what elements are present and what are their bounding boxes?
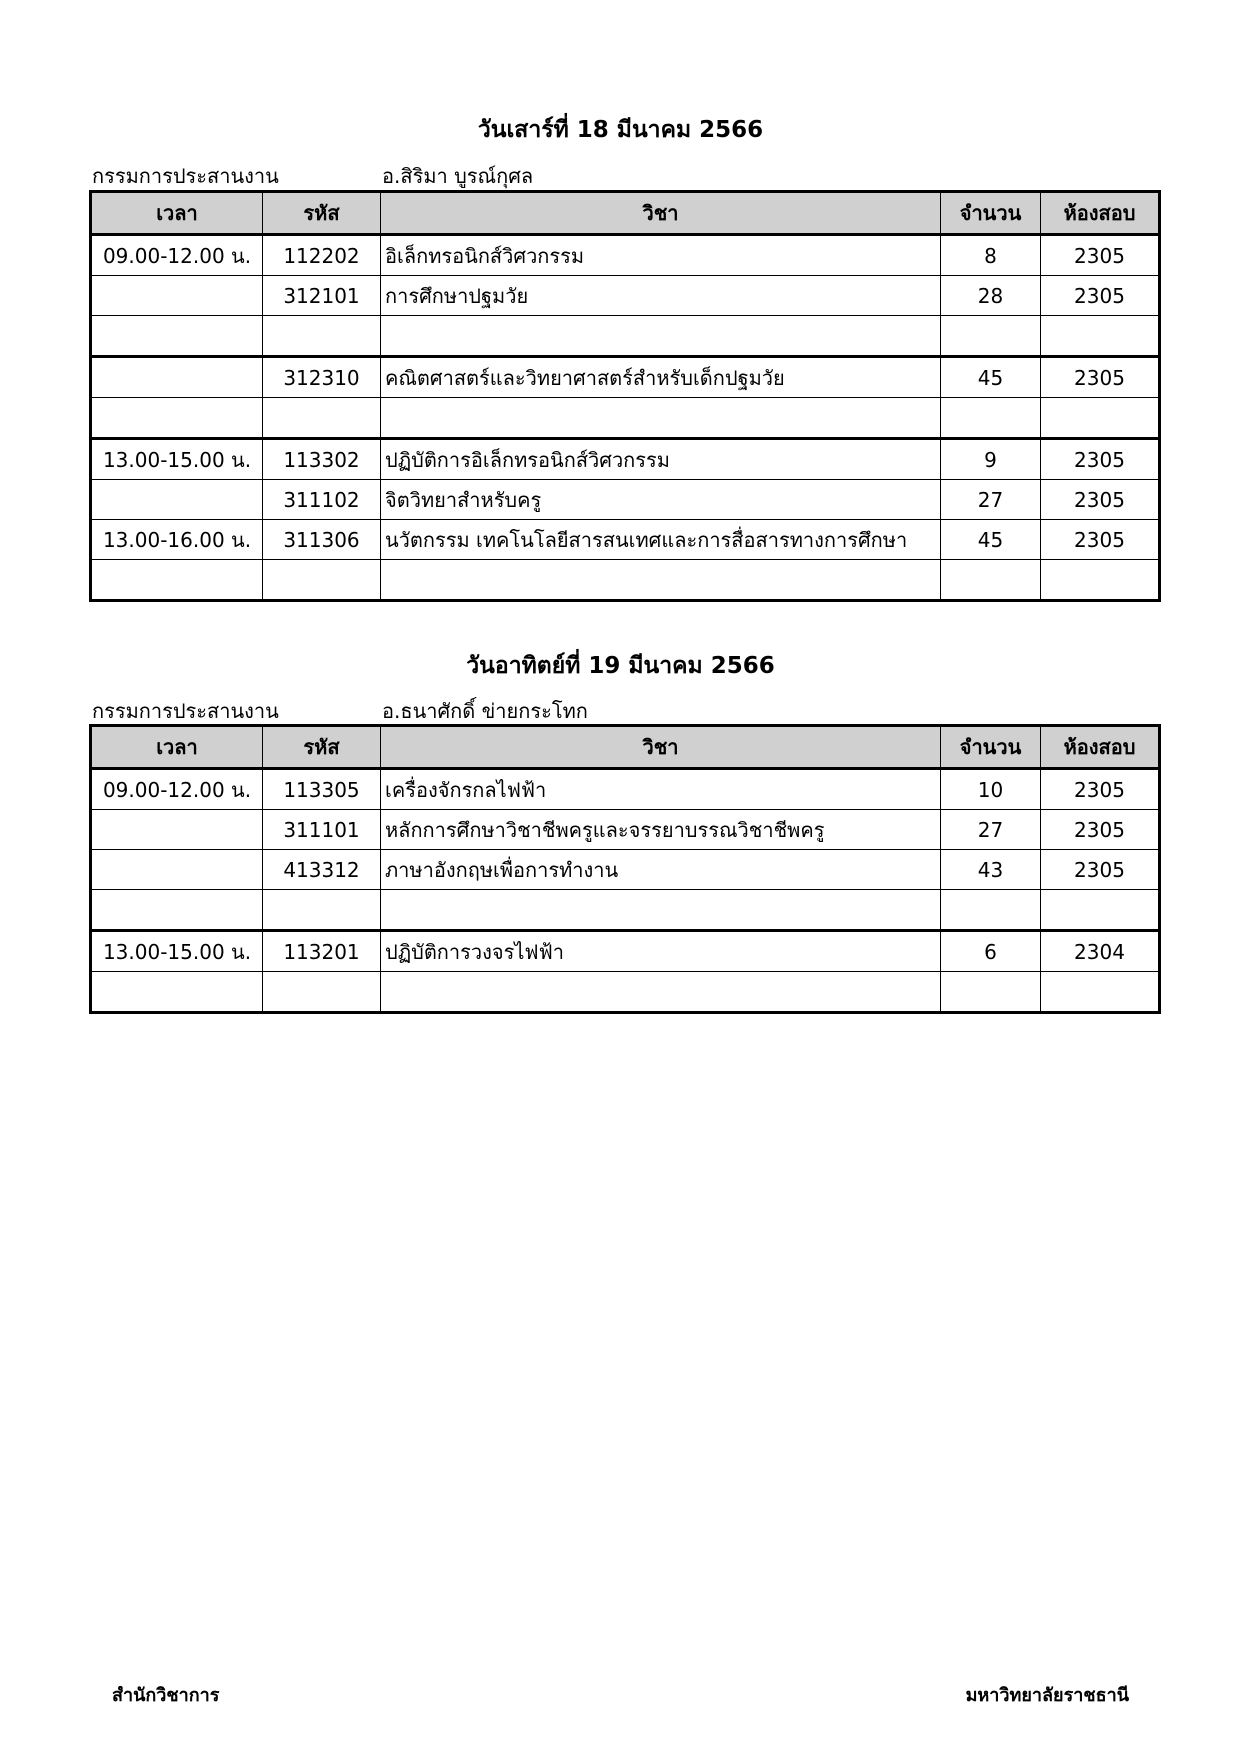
table-row xyxy=(91,972,1160,1013)
cell-time xyxy=(91,810,263,850)
cell-subject: เครื่องจักรกลไฟฟ้า xyxy=(381,769,941,810)
header-count: จำนวน xyxy=(941,192,1041,235)
header-room: ห้องสอบ xyxy=(1041,726,1160,769)
cell-room xyxy=(1041,398,1160,439)
cell-code: 113201 xyxy=(263,931,381,972)
cell-time xyxy=(91,316,263,357)
table-header-row xyxy=(91,726,1160,769)
cell-subject: คณิตศาสตร์และวิทยาศาสตร์สำหรับเด็กปฐมวัย xyxy=(381,357,941,398)
cell-time xyxy=(91,890,263,931)
cell-subject: นวัตกรรม เทคโนโลยีสารสนเทศและการสื่อสารทางการศึกษา xyxy=(381,520,941,560)
cell-room xyxy=(1041,316,1160,357)
cell-time: 13.00-15.00 น. xyxy=(91,931,263,972)
header-code: รหัส xyxy=(263,726,381,769)
cell-room: 2305 xyxy=(1041,769,1160,810)
cell-time xyxy=(91,357,263,398)
day-title: วันอาทิตย์ที่ 19 มีนาคม 2566 xyxy=(466,653,775,679)
header-code: รหัส xyxy=(263,192,381,235)
cell-subject: จิตวิทยาสำหรับครู xyxy=(381,480,941,520)
cell-room: 2305 xyxy=(1041,235,1160,276)
table-row xyxy=(91,276,1160,316)
schedule-table xyxy=(89,724,1161,1014)
cell-room xyxy=(1041,890,1160,931)
table-row xyxy=(91,520,1160,560)
cell-subject: หลักการศึกษาวิชาชีพครูและจรรยาบรรณวิชาชีพครู xyxy=(381,810,941,850)
header-subject: วิชา xyxy=(381,192,941,235)
cell-count xyxy=(941,972,1041,1013)
committee-label: กรรมการประสานงาน xyxy=(92,164,279,188)
cell-room: 2305 xyxy=(1041,276,1160,316)
table-row xyxy=(91,357,1160,398)
cell-count xyxy=(941,398,1041,439)
cell-count: 8 xyxy=(941,235,1041,276)
cell-count: 9 xyxy=(941,439,1041,480)
cell-room: 2305 xyxy=(1041,480,1160,520)
table-row xyxy=(91,890,1160,931)
cell-code: 413312 xyxy=(263,850,381,890)
cell-subject: ปฏิบัติการอิเล็กทรอนิกส์วิศวกรรม xyxy=(381,439,941,480)
cell-count: 6 xyxy=(941,931,1041,972)
cell-room xyxy=(1041,560,1160,601)
table-row xyxy=(91,316,1160,357)
cell-code xyxy=(263,316,381,357)
cell-subject: ปฏิบัติการวงจรไฟฟ้า xyxy=(381,931,941,972)
cell-time: 09.00-12.00 น. xyxy=(91,235,263,276)
cell-room: 2305 xyxy=(1041,810,1160,850)
table-row xyxy=(91,235,1160,276)
cell-count: 27 xyxy=(941,810,1041,850)
cell-code: 311101 xyxy=(263,810,381,850)
cell-room: 2305 xyxy=(1041,520,1160,560)
table-row xyxy=(91,398,1160,439)
cell-room: 2304 xyxy=(1041,931,1160,972)
cell-room: 2305 xyxy=(1041,439,1160,480)
day-title: วันเสาร์ที่ 18 มีนาคม 2566 xyxy=(477,117,764,143)
cell-code: 113305 xyxy=(263,769,381,810)
cell-code: 311102 xyxy=(263,480,381,520)
cell-count xyxy=(941,560,1041,601)
table-row xyxy=(91,560,1160,601)
cell-subject xyxy=(381,972,941,1013)
cell-room: 2305 xyxy=(1041,850,1160,890)
schedule-table xyxy=(89,190,1161,602)
table-row xyxy=(91,769,1160,810)
table-row xyxy=(91,931,1160,972)
cell-code: 113302 xyxy=(263,439,381,480)
footer-office: สำนักวิชาการ xyxy=(112,1685,220,1706)
cell-count xyxy=(941,316,1041,357)
table-header-row xyxy=(91,192,1160,235)
cell-subject xyxy=(381,560,941,601)
cell-code xyxy=(263,890,381,931)
table-row xyxy=(91,810,1160,850)
table-row xyxy=(91,439,1160,480)
cell-subject xyxy=(381,398,941,439)
cell-code xyxy=(263,972,381,1013)
cell-time xyxy=(91,972,263,1013)
cell-code: 312101 xyxy=(263,276,381,316)
table-row xyxy=(91,480,1160,520)
cell-code xyxy=(263,560,381,601)
cell-subject: ภาษาอังกฤษเพื่อการทำงาน xyxy=(381,850,941,890)
cell-count xyxy=(941,890,1041,931)
cell-time: 13.00-15.00 น. xyxy=(91,439,263,480)
cell-count: 27 xyxy=(941,480,1041,520)
committee-label: กรรมการประสานงาน xyxy=(92,699,279,723)
cell-count: 45 xyxy=(941,357,1041,398)
cell-time xyxy=(91,398,263,439)
header-count: จำนวน xyxy=(941,726,1041,769)
header-subject: วิชา xyxy=(381,726,941,769)
table-row xyxy=(91,850,1160,890)
cell-time xyxy=(91,480,263,520)
cell-room: 2305 xyxy=(1041,357,1160,398)
cell-time xyxy=(91,276,263,316)
cell-subject: การศึกษาปฐมวัย xyxy=(381,276,941,316)
cell-code: 112202 xyxy=(263,235,381,276)
cell-count: 28 xyxy=(941,276,1041,316)
cell-count: 10 xyxy=(941,769,1041,810)
cell-subject xyxy=(381,890,941,931)
cell-subject xyxy=(381,316,941,357)
committee-name: อ.ธนาศักดิ์ ข่ายกระโทก xyxy=(382,699,588,723)
cell-time: 13.00-16.00 น. xyxy=(91,520,263,560)
cell-count: 45 xyxy=(941,520,1041,560)
cell-code: 311306 xyxy=(263,520,381,560)
header-room: ห้องสอบ xyxy=(1041,192,1160,235)
cell-room xyxy=(1041,972,1160,1013)
cell-code xyxy=(263,398,381,439)
header-time: เวลา xyxy=(91,726,263,769)
cell-count: 43 xyxy=(941,850,1041,890)
cell-subject: อิเล็กทรอนิกส์วิศวกรรม xyxy=(381,235,941,276)
committee-name: อ.สิริมา บูรณ์กุศล xyxy=(382,164,534,188)
cell-time: 09.00-12.00 น. xyxy=(91,769,263,810)
cell-time xyxy=(91,850,263,890)
header-time: เวลา xyxy=(91,192,263,235)
cell-time xyxy=(91,560,263,601)
cell-code: 312310 xyxy=(263,357,381,398)
footer-university: มหาวิทยาลัยราชธานี xyxy=(965,1685,1129,1706)
